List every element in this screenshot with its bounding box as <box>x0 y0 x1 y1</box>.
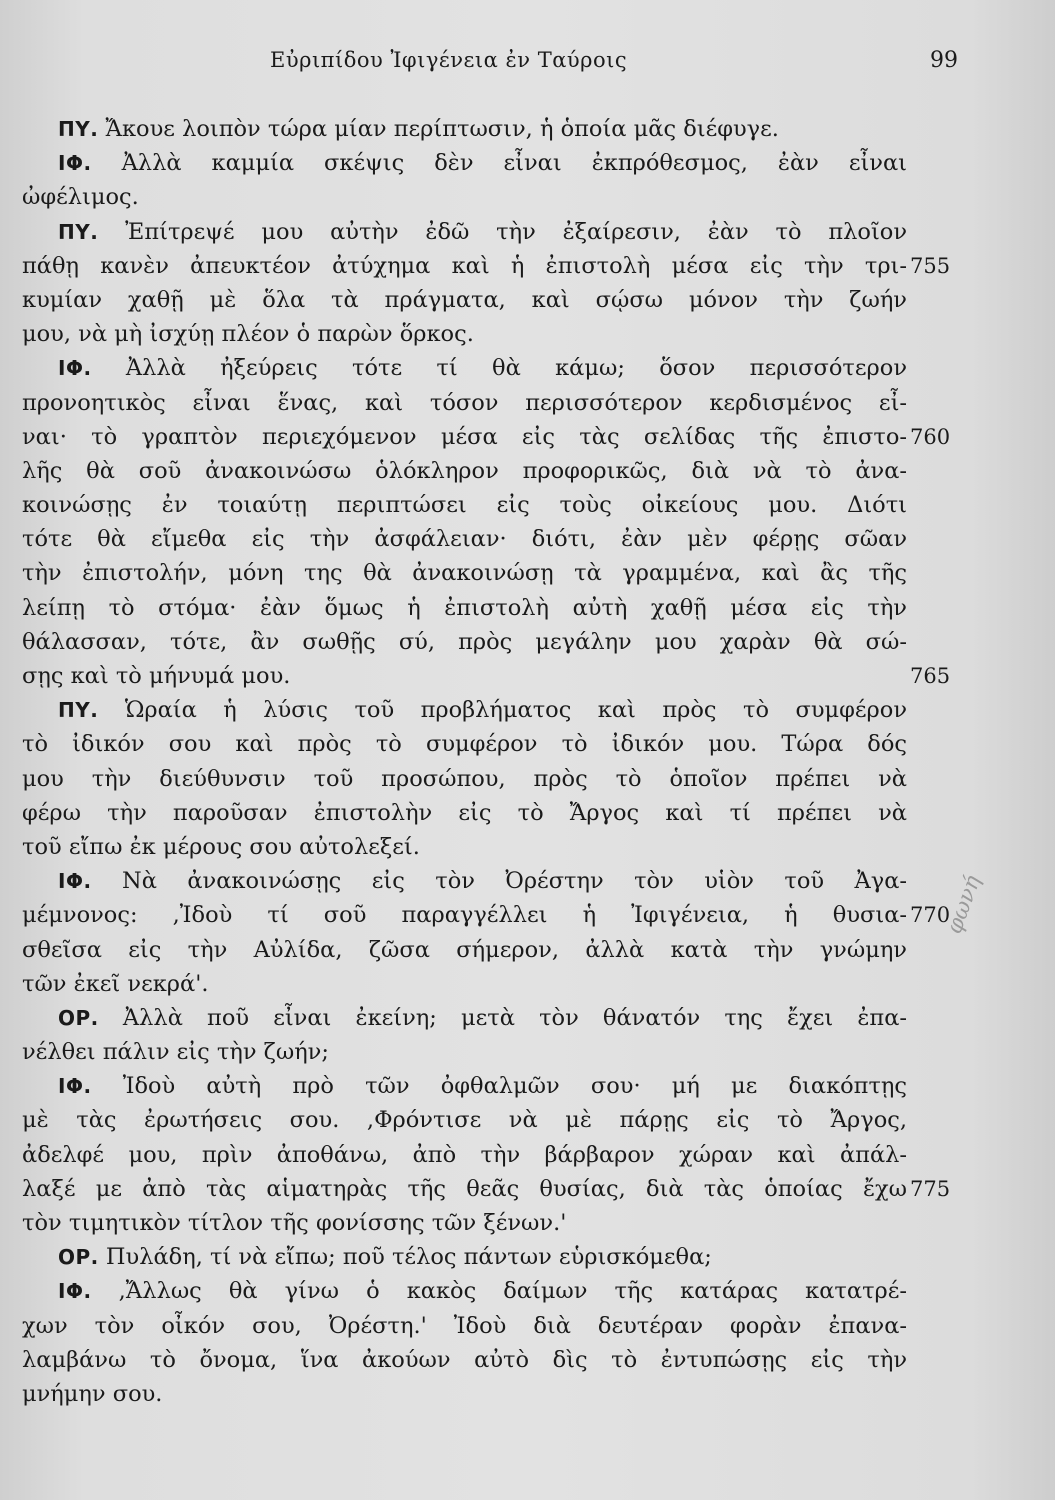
text-line <box>22 727 907 761</box>
line-text: πάθῃ κανὲν ἀπευκτέον ἀτύχημα καὶ ἡ ἐπιστολὴ μέσα εἰς τὴν τρι- <box>22 252 907 279</box>
speaker-label: ΠΥ. <box>58 117 99 141</box>
verse-line-number: 765 <box>910 664 951 688</box>
speaker-label: ΙΦ. <box>58 151 92 176</box>
line-text: τοῦ εἴπω ἐκ μέρους σου αὐτολεξεί. <box>22 833 420 860</box>
text-line <box>22 1274 907 1308</box>
verse-line-number: 770 <box>910 903 951 928</box>
text-line <box>22 1377 907 1411</box>
line-text: φέρω τὴν παροῦσαν ἐπιστολὴν εἰς τὸ Ἄργος καὶ τί πρέπει νὰ <box>22 799 907 826</box>
text-line <box>22 1172 951 1206</box>
text-line <box>22 1206 907 1240</box>
text-line <box>22 522 907 556</box>
text-line <box>22 933 907 967</box>
text-line <box>22 215 907 249</box>
line-text: μνήμην σου. <box>22 1380 163 1407</box>
line-text: λῆς θὰ σοῦ ἀνακοινώσω ὁλόκληρον προφορικῶς, διὰ νὰ τὸ ἀνα- <box>22 457 907 484</box>
text-line <box>22 591 907 625</box>
text-line <box>22 625 907 659</box>
line-text: μέμνονος: ,Ἰδοὺ τί σοῦ παραγγέλλει ἡ Ἰφιγένεια, ἡ θυσια- <box>22 902 907 929</box>
speaker-label: ΠΥ. <box>58 698 99 723</box>
line-text: λαξέ με ἀπὸ τὰς αἱματηρὰς τῆς θεᾶς θυσίας, διὰ τὰς ὁποίας ἔχω <box>22 1175 907 1202</box>
text-line <box>22 1343 907 1377</box>
speaker-label: ΙΦ. <box>58 1279 92 1304</box>
text-line <box>22 830 907 864</box>
line-text: τὸ ἰδικόν σου καὶ πρὸς τὸ συμφέρον τὸ ἰδικόν μου. Τώρα δός <box>22 731 907 758</box>
line-text: σῃς καὶ τὸ μήνυμά μου. <box>22 663 291 689</box>
line-text: Ἀλλὰ ἠξεύρεις τότε τί θὰ κάμω; ὅσον περισσότερον <box>125 355 907 382</box>
text-line <box>22 762 907 796</box>
text-line <box>22 1069 907 1103</box>
text-line <box>22 420 951 454</box>
speaker-label: ΙΦ. <box>58 869 92 894</box>
dialogue-text <box>22 112 951 1411</box>
line-text: λαμβάνω τὸ ὄνομα, ἵνα ἀκούων αὐτὸ δὶς τὸ ἐντυπώσῃς εἰς τὴν <box>22 1346 907 1373</box>
text-line <box>22 796 907 830</box>
line-text: Πυλάδη, τί νὰ εἴπω; ποῦ τέλος πάντων εὑρισκόμεθα; <box>105 1244 712 1271</box>
verse-line-number: 760 <box>910 424 951 449</box>
line-text: τὴν ἐπιστολήν, μόνη της θὰ ἀνακοινώσῃ τὰ γραμμένα, καὶ ἂς τῆς <box>22 560 907 587</box>
line-text: νέλθει πάλιν εἰς τὴν ζωήν; <box>22 1039 329 1066</box>
line-text: λείπῃ τὸ στόμα· ἐὰν ὅμως ἡ ἐπιστολὴ αὐτὴ χαθῇ μέσα εἰς τὴν <box>22 594 907 621</box>
line-text: χων τὸν οἶκόν σου, Ὀρέστη.' Ἰδοὺ διὰ δευτέραν φορὰν ἐπανα- <box>22 1312 907 1339</box>
handwritten-margin-note: φωνή <box>942 872 987 938</box>
line-text: σθεῖσα εἰς τὴν Αὐλίδα, ζῶσα σήμερον, ἀλλὰ κατὰ τὴν γνώμην <box>22 936 907 963</box>
line-text: τῶν ἐκεῖ νεκρά'. <box>22 970 209 997</box>
line-text: τότε θὰ εἴμεθα εἰς τὴν ἀσφάλειαν· διότι, ἐὰν μὲν φέρῃς σῶαν <box>22 526 907 553</box>
speaker-label: ΙΦ. <box>58 356 92 381</box>
line-text: κυμίαν χαθῇ μὲ ὅλα τὰ πράγματα, καὶ σῴσω μόνον τὴν ζωήν <box>22 286 907 313</box>
speaker-label: ΟΡ. <box>58 1245 99 1270</box>
line-text: τὸν τιμητικὸν τίτλον τῆς φονίσσης τῶν ξένων.' <box>22 1210 567 1236</box>
line-text: ναι· τὸ γραπτὸν περιεχόμενον μέσα εἰς τὰς σελίδας τῆς ἐπιστο- <box>22 423 907 450</box>
text-line <box>22 1138 907 1172</box>
text-line <box>22 488 907 522</box>
text-line <box>22 693 907 727</box>
verse-line-number: 775 <box>910 1176 951 1201</box>
line-text: Ἄκουε λοιπὸν τώρα μίαν περίπτωσιν, ἡ ὁποία μᾶς διέφυγε. <box>105 116 779 142</box>
speaker-label: ΠΥ. <box>58 219 99 244</box>
line-text: ἀδελφέ μου, πρὶν ἀποθάνω, ἀπὸ τὴν βάρβαρον χώραν καὶ ἀπάλ- <box>22 1141 907 1168</box>
line-text: μὲ τὰς ἐρωτήσεις σου. ,Φρόντισε νὰ μὲ πάρῃς εἰς τὸ Ἄργος, <box>22 1107 907 1134</box>
page-header <box>0 48 1055 84</box>
line-text: κοινώσῃς ἐν τοιαύτῃ περιπτώσει εἰς τοὺς οἰκείους μου. Διότι <box>22 492 907 519</box>
text-line <box>22 1035 907 1069</box>
line-text: ,Ἄλλως θὰ γίνω ὁ κακὸς δαίμων τῆς κατάρας κατατρέ- <box>118 1278 908 1305</box>
line-text: Ἰδοὺ αὐτὴ πρὸ τῶν ὀφθαλμῶν σου· μή με διακόπτῃς <box>122 1073 907 1100</box>
line-text: ὠφέλιμος. <box>22 184 139 211</box>
text-line <box>22 967 907 1001</box>
text-line <box>22 1240 907 1274</box>
text-line <box>22 454 907 488</box>
text-line <box>22 112 907 146</box>
text-line <box>22 659 951 693</box>
line-text: Ὡραία ἡ λύσις τοῦ προβλήματος καὶ πρὸς τὸ συμφέρον <box>124 697 907 724</box>
line-text: θάλασσαν, τότε, ἂν σωθῇς σύ, πρὸς μεγάλην μου χαρὰν θὰ σώ- <box>22 628 907 655</box>
text-line <box>22 1103 907 1137</box>
line-text: Νὰ ἀνακοινώσῃς εἰς τὸν Ὀρέστην τὸν υἱὸν τοῦ Ἀγα- <box>122 868 908 895</box>
line-text: προνοητικὸς εἶναι ἕνας, καὶ τόσον περισσότερον κερδισμένος εἶ- <box>22 389 907 416</box>
text-line <box>22 864 907 898</box>
text-line <box>22 1309 907 1343</box>
running-title: Εὐριπίδου Ἰφιγένεια ἐν Ταύροις <box>270 48 628 72</box>
text-line <box>22 249 951 283</box>
line-text: μου, νὰ μὴ ἰσχύῃ πλέον ὁ παρὼν ὅρκος. <box>22 321 474 348</box>
text-line <box>22 146 907 180</box>
text-line <box>22 317 907 351</box>
line-text: Ἀλλὰ καμμία σκέψις δὲν εἶναι ἐκπρόθεσμος, ἐὰν εἶναι <box>121 150 907 177</box>
speaker-label: ΟΡ. <box>58 1005 99 1030</box>
text-line <box>22 556 907 590</box>
line-text: μου τὴν διεύθυνσιν τοῦ προσώπου, πρὸς τὸ ὁποῖον πρέπει νὰ <box>22 765 907 792</box>
text-line <box>22 351 907 385</box>
page-number: 99 <box>930 48 958 73</box>
verse-line-number: 755 <box>910 253 951 278</box>
speaker-label: ΙΦ. <box>58 1074 92 1099</box>
text-line <box>22 283 907 317</box>
line-text: Ἀλλὰ ποῦ εἶναι ἐκείνη; μετὰ τὸν θάνατόν της ἔχει ἐπα- <box>122 1004 908 1031</box>
text-line <box>22 386 907 420</box>
line-text: Ἐπίτρεψέ μου αὐτὴν ἐδῶ τὴν ἐξαίρεσιν, ἐὰν τὸ πλοῖον <box>125 218 907 245</box>
text-line <box>22 1001 907 1035</box>
text-line <box>22 898 951 932</box>
text-line <box>22 180 907 214</box>
